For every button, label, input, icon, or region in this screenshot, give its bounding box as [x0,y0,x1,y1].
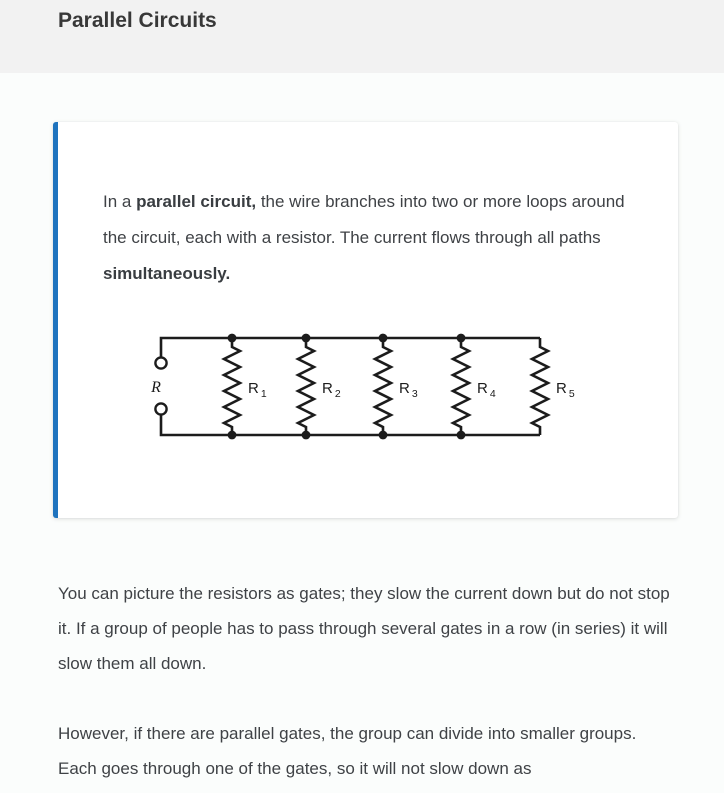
resistor-label-3: R $_3$ [399,380,418,400]
intro-bold-parallel-circuit: parallel circuit, [136,192,257,211]
intro-mid: the wire branches into two or more loops around the circuit, each with a resistor. The current flows through all paths [103,192,625,247]
resistor-symbol-1 [224,338,240,435]
junction-dot [457,334,466,343]
page-title: Parallel Circuits [58,9,217,32]
lesson-body [58,576,674,786]
lesson-card [53,122,678,518]
card-intro-text [103,184,638,292]
source-label: R [151,379,161,396]
junction-dot [379,431,388,440]
resistor-label-2: R $_2$ [322,380,341,400]
terminal-top-icon [155,357,166,368]
junction-dot [302,431,311,440]
body-paragraph-gates: You can picture the resistors as gates; they slow the current down but do not stop it. If a group of people has to pass through several gates in a row (in series) it will slow them all down. [58,584,670,673]
body-paragraph-parallel-gates: However, if there are parallel gates, the group can divide into smaller groups. Each goes through one of the gates, so it will not slow down as [58,724,637,778]
resistor-label-5: R $_5$ [556,380,575,400]
resistor-symbol-3 [375,338,391,435]
resistor-symbol-2 [298,338,314,435]
bottom-rail [161,415,540,435]
junction-dot [457,431,466,440]
junction-dot [302,334,311,343]
junction-dot [379,334,388,343]
resistor-symbol-5 [532,338,548,435]
parallel-circuit-diagram [145,325,575,445]
top-rail [161,338,540,357]
junction-dots [228,334,466,440]
page-header [0,0,724,73]
resistor-label-4: R $_4$ [477,380,496,400]
intro-bold-simultaneously: simultaneously. [103,264,231,283]
intro-pre: In a [103,192,137,211]
resistor-symbol-4 [453,338,469,435]
junction-dot [228,431,237,440]
resistor-label-1: R $_1$ [248,380,267,400]
terminal-bottom-icon [155,403,166,414]
junction-dot [228,334,237,343]
